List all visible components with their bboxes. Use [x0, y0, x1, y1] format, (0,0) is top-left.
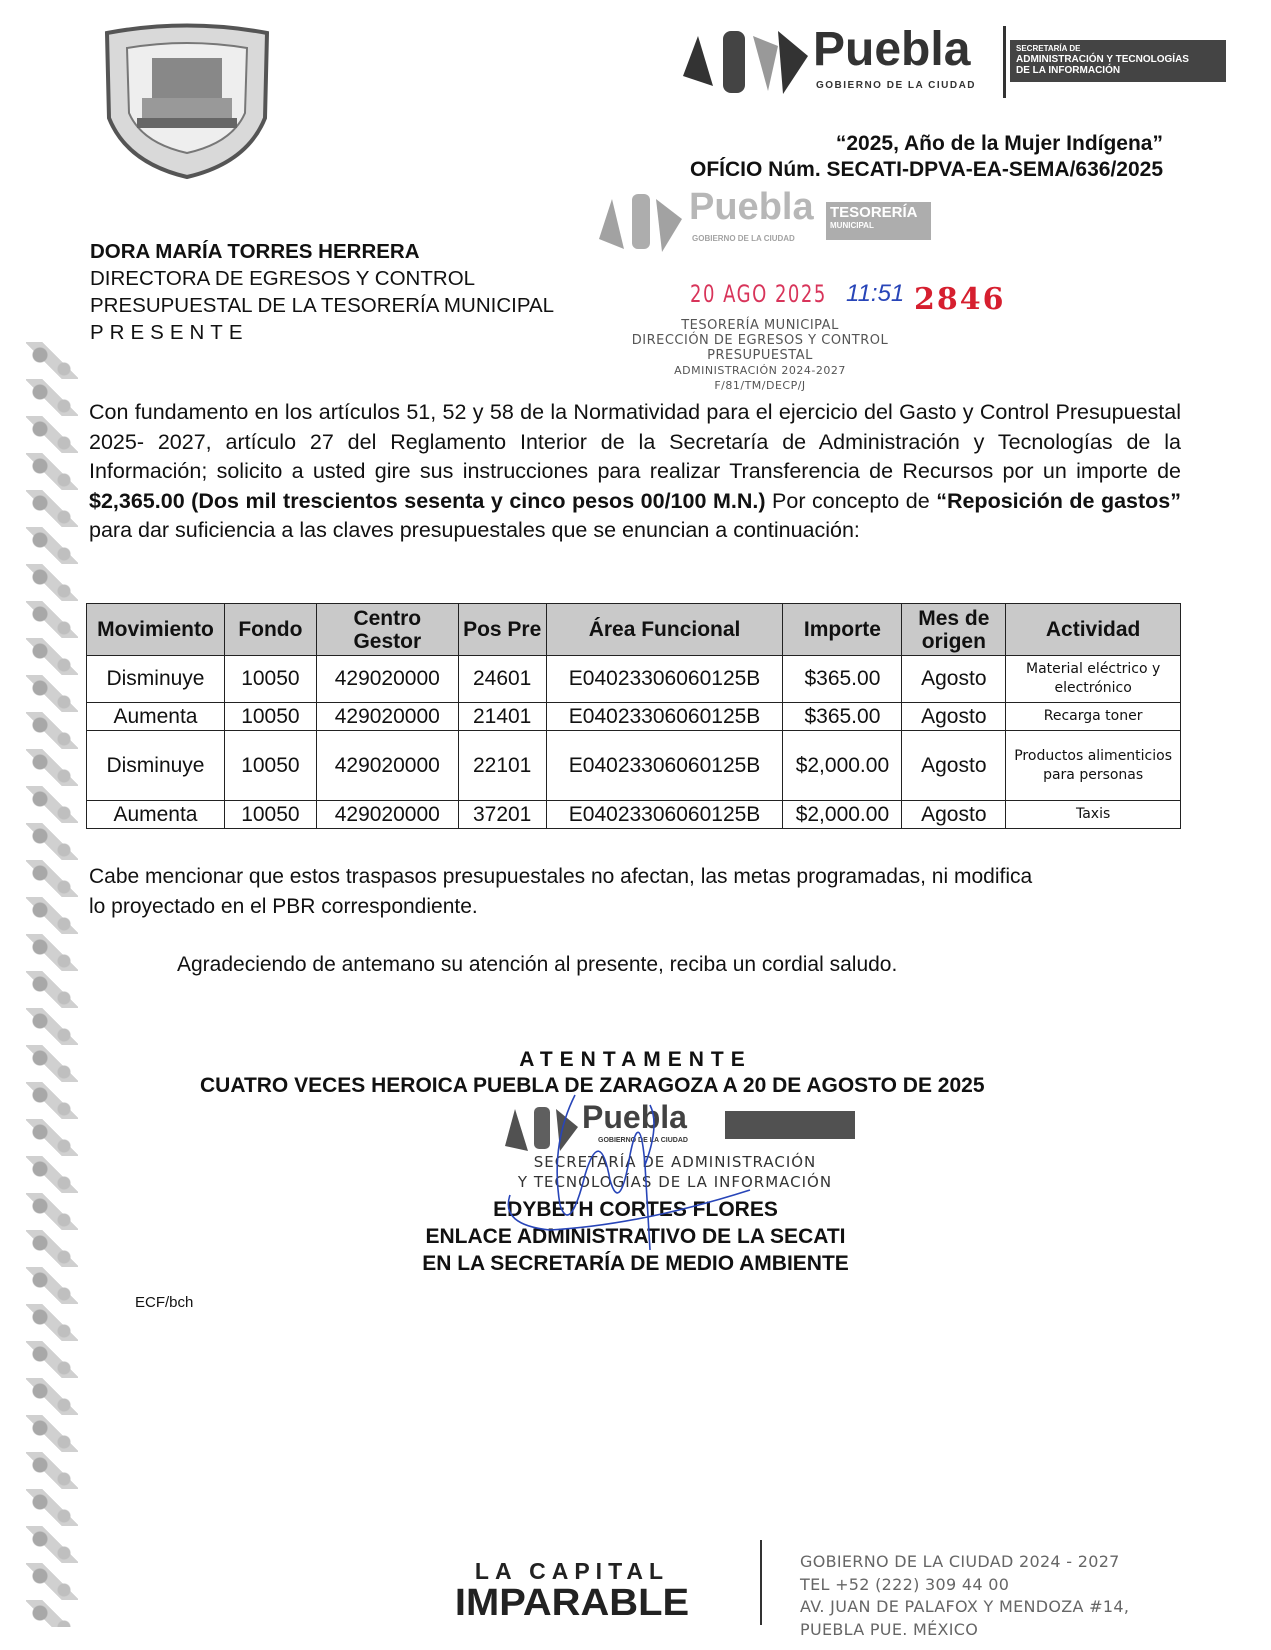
initials: ECF/bch [135, 1294, 194, 1311]
dependency-line: SECRETARÍA DE [1016, 44, 1081, 53]
city-seal-icon [97, 23, 276, 179]
body-text: Por concepto de [765, 488, 937, 513]
tesoreria-subtitle: GOBIERNO DE LA CIUDAD [692, 234, 795, 243]
puebla-secati-logo [678, 23, 1226, 98]
transfer-amount: $2,365.00 (Dos mil trescientos sesenta y cinco pesos 00/100 M.N.) [89, 488, 766, 513]
concept: “Reposición de gastos” [936, 488, 1182, 513]
address-line: PUEBLA PUE. MÉXICO [800, 1619, 979, 1639]
table-cell: 429020000 [316, 801, 458, 829]
addressee [90, 238, 554, 346]
table-cell: Recarga toner [1006, 703, 1181, 731]
col-header: Importe [783, 604, 902, 656]
table-cell: $2,000.00 [783, 731, 902, 801]
table-cell: 10050 [224, 703, 316, 731]
address-line: AV. JUAN DE PALAFOX Y MENDOZA #14, [800, 1597, 1130, 1616]
tesoreria-box-label: TESORERÍA [830, 204, 918, 221]
secati-stamp-line: Y TECNOLOGÍAS DE LA INFORMACIÓN [517, 1173, 833, 1191]
table-cell: Aumenta [87, 703, 225, 731]
table-cell: Taxis [1006, 801, 1181, 829]
addressee-name: DORA MARÍA TORRES HERRERA [90, 240, 420, 263]
table-row [87, 656, 1181, 703]
tesoreria-logo-stamp [594, 184, 934, 256]
table-row [87, 703, 1181, 731]
table-cell: Agosto [902, 801, 1006, 829]
table-cell: 37201 [458, 801, 546, 829]
table-cell: E04023306060125B [546, 656, 783, 703]
tesoreria-box [826, 202, 931, 240]
col-header: Movimiento [87, 604, 225, 656]
oficio-number: OFÍCIO Núm. SECATI-DPVA-EA-SEMA/636/2025 [690, 158, 1163, 181]
col-header: Centro Gestor [316, 604, 458, 656]
folio-number: 2846 [914, 282, 1006, 317]
table-row [87, 801, 1181, 829]
stamp-line: PRESUPUESTAL [707, 348, 813, 363]
slogan-line: IMPARABLE [454, 1582, 690, 1624]
table-cell: 22101 [458, 731, 546, 801]
logo-subtitle: GOBIERNO DE LA CIUDAD [816, 80, 977, 91]
stamp-line: F/81/TM/DECP/J [714, 379, 806, 392]
table-cell: 10050 [224, 656, 316, 703]
table-cell: 24601 [458, 656, 546, 703]
table-cell: Agosto [902, 731, 1006, 801]
table-cell: 429020000 [316, 731, 458, 801]
col-header: Pos Pre [458, 604, 546, 656]
table-cell: $365.00 [783, 703, 902, 731]
addressee-title: DIRECTORA DE EGRESOS Y CONTROL [90, 267, 476, 290]
puebla-emblem-icon [678, 26, 808, 98]
year-motto: “2025, Año de la Mujer Indígena” [835, 132, 1163, 155]
col-header: Mes de origen [902, 604, 1006, 656]
table-cell: Disminuye [87, 731, 225, 801]
body-text: para dar suficiencia a las claves presupuestales que se enuncian a continuación: [89, 518, 860, 542]
table-cell: $365.00 [783, 656, 902, 703]
puebla-emblem-icon [594, 184, 684, 254]
table-cell: E04023306060125B [546, 801, 783, 829]
thanks-line: Agradeciendo de antemano su atención al presente, reciba un cordial saludo. [177, 953, 898, 976]
table-cell: 21401 [458, 703, 546, 731]
closing-paragraph [89, 862, 1032, 921]
table-cell: $2,000.00 [783, 801, 902, 829]
logo-divider [1003, 26, 1006, 98]
table-cell: E04023306060125B [546, 703, 783, 731]
table-cell: Disminuye [87, 656, 225, 703]
footer-address [800, 1551, 1130, 1639]
received-date-stamp: 20 AGO 2025 [690, 280, 827, 308]
body-paragraph [89, 398, 1181, 546]
col-header: Fondo [224, 604, 316, 656]
footer-divider [760, 1540, 762, 1625]
table-row [87, 731, 1181, 801]
dependency-line: ADMINISTRACIÓN Y TECNOLOGÍAS [1016, 54, 1189, 65]
la-capital-imparable-logo [417, 1558, 727, 1624]
handwritten-signature [490, 1085, 810, 1255]
address-line: TEL +52 (222) 309 44 00 [800, 1574, 1010, 1594]
body-text: Con fundamento en los artículos 51, 52 y 58 de la Normatividad para el ejercicio del Gasto y Control Presupuestal 2025- 2027, artículo 27 del Reglamento Interior de la Secretaría de Administración y Tecnologías de la Información; solicito a usted gire sus instrucciones para realizar Transferencia de Recursos por un importe de [89, 400, 1181, 483]
signatory-name: EDYBETH CORTES FLORES [493, 1198, 778, 1221]
dependency-line: DE LA INFORMACIÓN [1016, 65, 1121, 76]
stamp-line: ADMINISTRACIÓN 2024-2027 [674, 364, 846, 377]
secati-stamp-line: SECRETARÍA DE ADMINISTRACIÓN [533, 1153, 817, 1171]
atentamente: ATENTAMENTE [519, 1048, 752, 1071]
table-header-row [87, 604, 1181, 656]
handwritten-time: 11:51 [846, 280, 905, 307]
table-cell: Productos alimenticios para personas [1006, 731, 1181, 801]
closing-line: Cabe mencionar que estos traspasos presupuestales no afectan, las metas programadas, ni modifica [89, 865, 1033, 888]
budget-transfer-table [86, 603, 1181, 829]
seal-wordmark: Puebla [582, 1099, 687, 1135]
table-cell: 429020000 [316, 656, 458, 703]
dependency-box [1010, 40, 1226, 82]
table-cell: E04023306060125B [546, 731, 783, 801]
table-cell: Agosto [902, 656, 1006, 703]
table-cell: 10050 [224, 731, 316, 801]
tesoreria-stamp-text [600, 318, 920, 393]
signatory-role: EN LA SECRETARÍA DE MEDIO AMBIENTE [422, 1252, 849, 1275]
logo-wordmark: Puebla [813, 23, 971, 76]
address-line: GOBIERNO DE LA CIUDAD 2024 - 2027 [800, 1552, 1120, 1571]
table-cell: Material eléctrico y electrónico [1006, 656, 1181, 703]
table-cell: 10050 [224, 801, 316, 829]
col-header: Área Funcional [546, 604, 783, 656]
stamp-line: TESORERÍA MUNICIPAL [681, 318, 839, 333]
tesoreria-box-sub: MUNICIPAL [830, 221, 874, 230]
table-cell: Aumenta [87, 801, 225, 829]
table-cell: Agosto [902, 703, 1006, 731]
seal-subtitle: GOBIERNO DE LA CIUDAD [598, 1137, 688, 1144]
col-header: Actividad [1006, 604, 1181, 656]
stamp-line: DIRECCIÓN DE EGRESOS Y CONTROL [631, 333, 889, 348]
addressee-title: PRESUPUESTAL DE LA TESORERÍA MUNICIPAL [90, 294, 555, 317]
tesoreria-wordmark: Puebla [689, 186, 814, 228]
closing-line: lo proyectado en el PBR correspondiente. [89, 894, 478, 918]
presente: PRESENTE [90, 321, 249, 344]
slogan-line: LA CAPITAL [474, 1558, 670, 1584]
place-and-date: CUATRO VECES HEROICA PUEBLA DE ZARAGOZA A 20 DE AGOSTO DE 2025 [200, 1074, 985, 1097]
table-cell: 429020000 [316, 703, 458, 731]
decorative-border [26, 342, 78, 1627]
signatory-role: ENLACE ADMINISTRATIVO DE LA SECATI [425, 1225, 846, 1248]
